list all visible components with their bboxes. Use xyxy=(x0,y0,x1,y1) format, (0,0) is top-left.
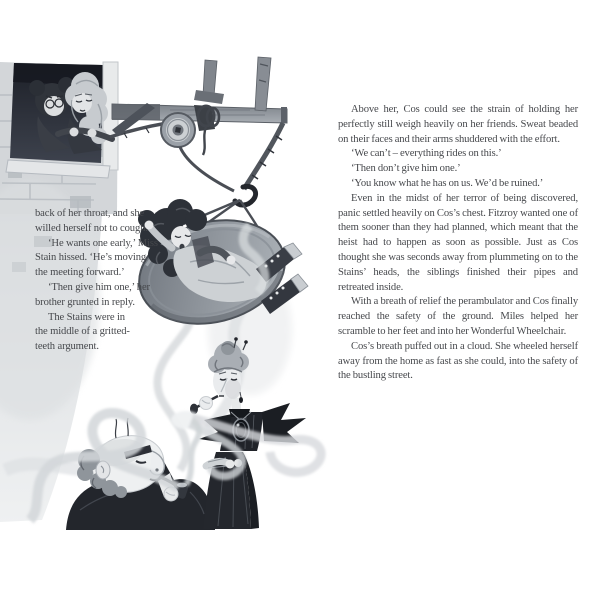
paragraph: With a breath of relief the perambulator and Cos finally reached the safety of the ground. Miles helped her scramble to her feet and into her Wonderful Wheelchair. xyxy=(338,296,578,337)
paragraph: Cos’s breath puffed out in a cloud. She wheeled herself away from the home as fast as she could, into the safety of the bustling street. xyxy=(338,340,578,382)
paragraph: ‘Then don’t give him one.’ xyxy=(351,163,461,175)
right-page-text xyxy=(338,103,578,384)
long-pipe xyxy=(190,396,218,414)
paragraph: back of her throat, and she willed herself not to cough. xyxy=(35,208,148,234)
paragraph: Above her, Cos could see the strain of holding her perfectly still weigh heavily on her friends. Sweat beaded on their faces and their arms shuddered with the effort. xyxy=(338,104,578,145)
paragraph: ‘He wants one early,’ Miss Stain hissed. ‘He’s moving the meeting forward.’ xyxy=(35,237,158,279)
pulley-wheel xyxy=(161,113,195,147)
paragraph: The Stains were in the middle of a gritted-teeth argument. xyxy=(35,311,130,353)
paragraph: ‘Then give him one,’ her brother grunted in reply. xyxy=(35,281,150,308)
paragraph: Even in the midst of her terror of being discovered, panic settled heavily on Cos’s chest. Fitzroy wanted one of them sooner than they had planned, which meant that the heist had to happen as soon as possible. Just as Cos thought she was seconds away from plummeting on to the Stains’ heads, the siblings finished their pipes and retreated inside. xyxy=(338,192,578,293)
paragraph: ‘You know what he has on us. We’d be ruined.’ xyxy=(351,177,544,189)
left-page-text xyxy=(35,207,160,355)
paragraph: ‘We can’t – everything rides on this.’ xyxy=(351,148,502,160)
